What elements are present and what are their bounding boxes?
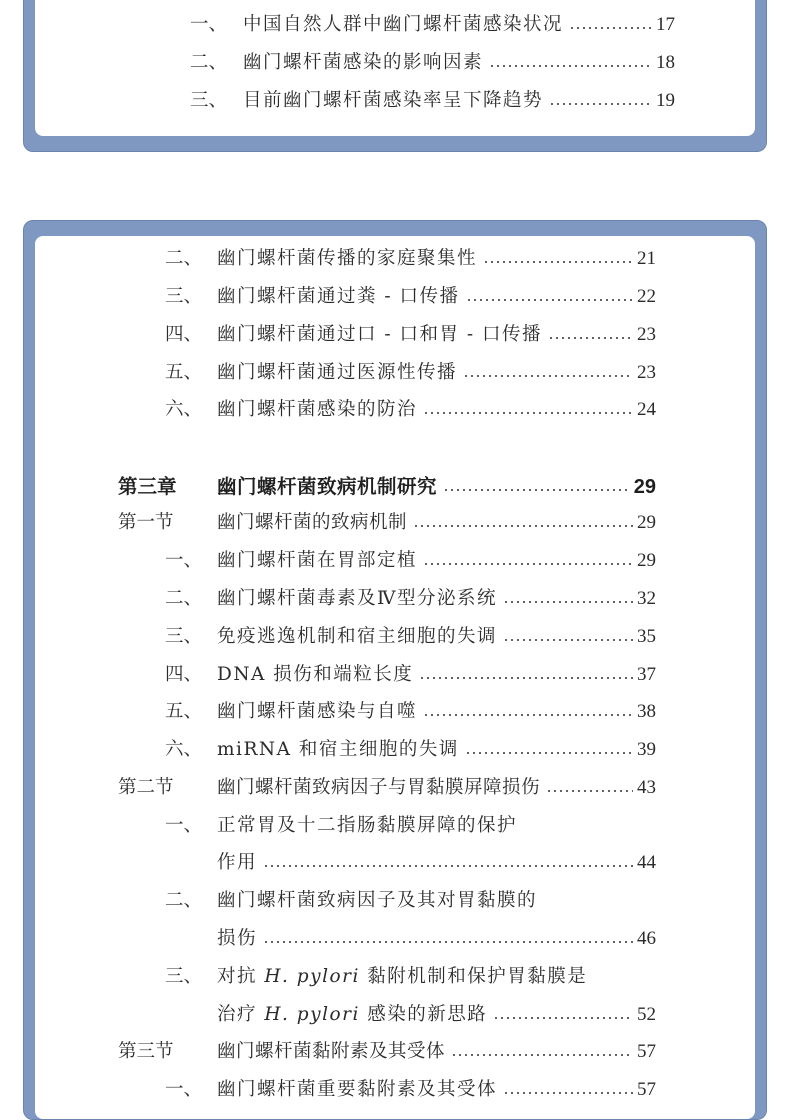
toc-entry (35, 735, 755, 765)
dot-leader (443, 489, 630, 491)
dot-leader (503, 601, 633, 603)
dot-leader (548, 337, 633, 339)
toc-box-top (23, 0, 767, 152)
toc-entry-page (656, 0, 675, 4)
dot-leader (503, 639, 633, 641)
toc-entry-number: 一、 (165, 550, 203, 571)
toc-entry-page: 44 (637, 852, 656, 873)
toc-entry (35, 584, 755, 614)
toc-entry (35, 1075, 755, 1105)
toc-entry-page: 18 (656, 52, 675, 73)
toc-entry-page: 57 (637, 1079, 656, 1100)
toc-entry (35, 320, 755, 350)
toc-entry-title: miRNA 和宿主细胞的失调 (217, 739, 459, 760)
toc-entry (35, 395, 755, 425)
toc-entry-page: 24 (637, 399, 656, 420)
toc-entry-page: 29 (637, 550, 656, 571)
dot-leader (569, 27, 652, 29)
dot-leader (263, 941, 633, 943)
toc-entry (35, 0, 755, 4)
toc-entry (35, 660, 755, 690)
dot-leader (423, 563, 633, 565)
dot-leader (493, 1017, 633, 1019)
toc-entry-title: 中国自然人群中幽门螺杆菌感染状况 (243, 14, 564, 35)
dot-leader (546, 790, 633, 792)
dot-leader (463, 375, 633, 377)
toc-entry-page: 22 (637, 286, 656, 307)
toc-entry-page: 23 (637, 362, 656, 383)
toc-box-bottom (23, 220, 767, 1120)
toc-entry-number: 五、 (165, 362, 203, 383)
toc-entry-title: 治疗 H. pylori 感染的新思路 (217, 1004, 488, 1025)
toc-entry (35, 282, 755, 312)
toc-entry (35, 10, 755, 40)
toc-entry-page: 35 (637, 626, 656, 647)
dot-leader (419, 677, 633, 679)
dot-leader (503, 1092, 633, 1094)
toc-entry (35, 86, 755, 116)
toc-entry (35, 962, 755, 992)
toc-section-title: 幽门螺杆菌黏附素及其受体 (217, 1041, 446, 1062)
toc-entry-number: 四、 (165, 664, 203, 685)
toc-entry-title: 损伤 (217, 928, 258, 949)
toc-entry-number: 三、 (165, 966, 203, 987)
toc-entry-title: DNA 损伤和端粒长度 (217, 664, 414, 685)
toc-entry-number: 四、 (165, 324, 203, 345)
dot-leader (413, 525, 633, 527)
toc-chapter-label: 第三章 (118, 475, 177, 498)
toc-section-page: 57 (637, 1041, 656, 1062)
toc-section-label: 第一节 (118, 512, 174, 533)
toc-entry-title: 免疫逃逸机制和宿主细胞的失调 (217, 626, 498, 647)
toc-entry-page: 52 (637, 1004, 656, 1025)
toc-entry-title: 幽门螺杆菌感染的影响因素 (243, 52, 484, 73)
dot-leader (489, 65, 652, 67)
toc-entry-title: 幽门螺杆菌感染与自噬 (217, 701, 418, 722)
toc-section-label: 第二节 (118, 777, 174, 798)
toc-entry-number: 五、 (165, 701, 203, 722)
toc-section-title: 幽门螺杆菌致病因子与胃黏膜屏障损伤 (217, 777, 541, 798)
toc-entry-page: 23 (637, 324, 656, 345)
toc-entry-number: 一、 (165, 1079, 203, 1100)
italic-term: H. pylori (264, 966, 360, 987)
toc-entry-number: 二、 (165, 248, 203, 269)
toc-entry-continued (35, 848, 755, 878)
toc-section (35, 1037, 755, 1067)
dot-leader (451, 1054, 633, 1056)
toc-entry (35, 244, 755, 274)
dot-leader (423, 714, 633, 716)
toc-entry-title: 幽门螺杆菌通过粪 - 口传播 (217, 286, 460, 307)
toc-box-top-inner (35, 0, 755, 136)
toc-entry-title: 幽门螺杆菌传播的家庭聚集性 (217, 248, 478, 269)
toc-section-title: 幽门螺杆菌的致病机制 (217, 512, 408, 533)
toc-section-label: 第三节 (118, 1041, 174, 1062)
toc-entry-title: 幽门螺杆菌感染的防治 (217, 399, 418, 420)
toc-entry-title: 幽门螺杆菌在胃部定植 (217, 550, 418, 571)
toc-entry-number: 一、 (165, 815, 203, 836)
toc-entry-continued (35, 924, 755, 954)
toc-entry-title: 幽门螺杆菌重要黏附素及其受体 (217, 1079, 498, 1100)
toc-entry-page: 39 (637, 739, 656, 760)
toc-entry-number: 三、 (165, 626, 203, 647)
toc-entry-page: 21 (637, 248, 656, 269)
dot-leader (466, 299, 633, 301)
toc-section (35, 508, 755, 538)
toc-entry-page: 37 (637, 664, 656, 685)
toc-section-page: 29 (637, 512, 656, 533)
toc-entry (35, 358, 755, 388)
toc-entry-title (243, 0, 283, 4)
toc-entry (35, 811, 755, 841)
toc-entry (35, 886, 755, 916)
toc-entry-number: 一、 (190, 14, 228, 35)
toc-entry-page: 32 (637, 588, 656, 609)
toc-entry-title: 幽门螺杆菌通过口 - 口和胃 - 口传播 (217, 324, 543, 345)
toc-entry-title: 对抗 H. pylori 黏附机制和保护胃黏膜是 (217, 966, 588, 987)
toc-entry (35, 48, 755, 78)
dot-leader (549, 103, 652, 105)
dot-leader (263, 865, 633, 867)
toc-entry-number: 二、 (190, 52, 228, 73)
toc-entry (35, 546, 755, 576)
toc-entry-number: 二、 (165, 890, 203, 911)
toc-entry-title: 幽门螺杆菌致病因子及其对胃黏膜的 (217, 890, 538, 911)
toc-entry-page: 38 (637, 701, 656, 722)
toc-entry-number: 六、 (165, 399, 203, 420)
italic-term: H. pylori (264, 1004, 360, 1025)
toc-entry-title: 幽门螺杆菌毒素及Ⅳ型分泌系统 (217, 588, 497, 609)
toc-entry-number: 二、 (165, 588, 203, 609)
toc-chapter-page: 29 (633, 476, 656, 498)
toc-section-page: 43 (637, 777, 656, 798)
toc-entry-title: 幽门螺杆菌通过医源性传播 (217, 362, 458, 383)
toc-box-bottom-inner (35, 236, 755, 1119)
toc-entry-title: 作用 (217, 852, 258, 873)
dot-leader (483, 261, 633, 263)
toc-entry-title: 正常胃及十二指肠黏膜屏障的保护 (217, 815, 518, 836)
toc-entry (35, 622, 755, 652)
toc-entry-page: 46 (637, 928, 656, 949)
toc-entry (35, 697, 755, 727)
toc-chapter-title: 幽门螺杆菌致病机制研究 (217, 475, 438, 498)
toc-entry-number: 三、 (165, 286, 203, 307)
toc-chapter (35, 472, 755, 502)
toc-entry-page: 17 (656, 14, 675, 35)
dot-leader (465, 752, 633, 754)
toc-section (35, 773, 755, 803)
toc-entry-page: 19 (656, 90, 675, 111)
toc-entry-title: 目前幽门螺杆菌感染率呈下降趋势 (243, 90, 544, 111)
toc-entry-number: 三、 (190, 90, 228, 111)
dot-leader (423, 412, 633, 414)
toc-entry-continued (35, 1000, 755, 1030)
toc-entry-number: 六、 (165, 739, 203, 760)
